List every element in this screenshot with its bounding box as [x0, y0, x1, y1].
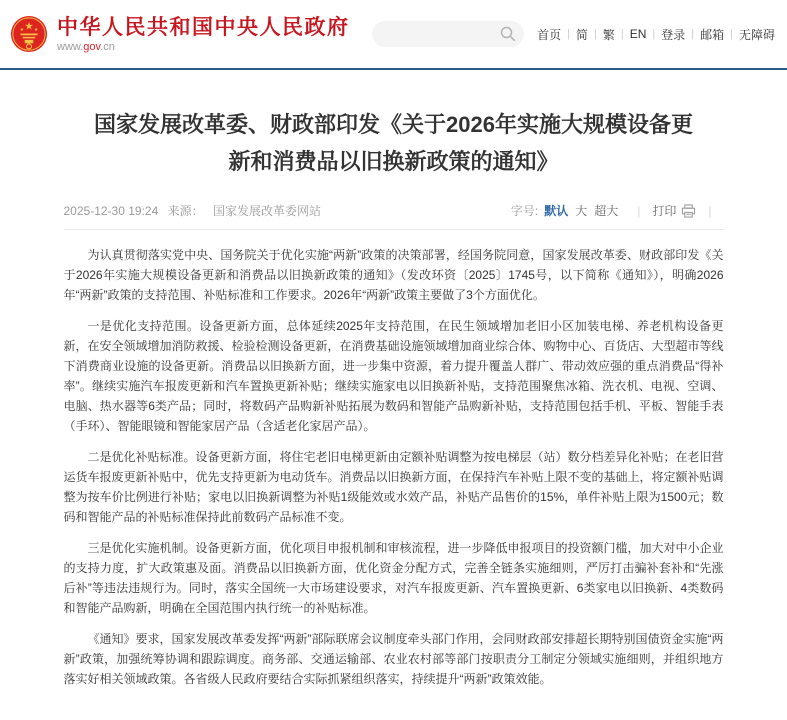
site-logo[interactable]	[10, 15, 350, 53]
printer-icon	[681, 204, 696, 218]
article-title: 国家发展改革委、财政部印发《关于2026年实施大规模设备更新和消费品以旧换新政策的通知》	[94, 112, 693, 174]
top-nav	[537, 26, 775, 43]
nav-english[interactable]: EN	[629, 27, 647, 41]
nav-separator: |	[593, 28, 597, 40]
article-paragraph: 为认真贯彻落实党中央、国务院关于优化实施“两新”政策的决策部署，经国务院同意，国家发展改革委、财政部印发《关于2026年实施大规模设备更新和消费品以旧换新政策的通知》（发改环资〔2025〕1745号，以下简称《通知》），明确2026年“两新”政策的支持范围、补贴标准和工作要求。2026年“两新”政策主要做了3个方面优化。	[63, 248, 724, 302]
source-value: 国家发展改革委网站	[212, 204, 321, 218]
nav-home[interactable]: 首页	[537, 27, 562, 42]
font-size-xlarge-button[interactable]: 超大	[594, 204, 619, 218]
meta-separator: |	[708, 203, 712, 218]
meta-divider	[64, 229, 724, 230]
font-size-label: 字号:	[510, 204, 539, 218]
article-meta-row	[64, 202, 724, 219]
article-paragraph: 三是优化实施机制。设备更新方面，优化项目申报机制和审核流程，进一步降低申报项目的投资额门槛，加大对中小企业的支持力度，扩大政策惠及面。消费品以旧换新方面，优化资金分配方式，完善全链条实施细则，严厉打击骗补套补和“先涨后补”等违法违规行为。同时，落实全国统一大市场建设要求，对汽车报废更新、汽车置换更新、6类家电以旧换新、4类数码和智能产品购新，明确在全国范围内执行统一的补贴标准。	[63, 541, 724, 615]
article-paragraph: 二是优化补贴标准。设备更新方面，将住宅老旧电梯更新由定额补贴调整为按电梯层（站）数分档差异化补贴；在老旧营运货车报废更新补贴中，优先支持更新为电动货车。消费品以旧换新方面，在保持汽车补贴上限不变的基础上，将定额补贴调整为按车价比例进行补贴；家电以旧换新调整为补贴1级能效或水效产品，补贴产品售价的15%，单件补贴上限为1500元；数码和智能产品的补贴标准保持此前数码产品标准不变。	[63, 450, 724, 524]
nav-traditional[interactable]: 繁	[602, 27, 615, 42]
source-label: 来源：	[167, 204, 204, 218]
national-emblem-icon	[10, 15, 48, 53]
meta-separator: |	[637, 203, 641, 218]
nav-accessibility[interactable]: 无障碍	[738, 27, 775, 42]
nav-login[interactable]: 登录	[661, 27, 686, 42]
article-body	[64, 245, 724, 689]
site-title: 中华人民共和国中央人民政府	[57, 15, 350, 39]
article-meta-left	[64, 202, 327, 219]
svg-text:★: ★	[19, 28, 25, 34]
article-paragraph: 一是优化支持范围。设备更新方面，总体延续2025年支持范围，在民生领域增加老旧小区加装电梯、养老机构设备更新，在安全领域增加消防救援、检验检测设备更新，在消费基础设施领域增加商业综合体、购物中心、百货店、大型超市等线下消费商业设施的设备更新。消费品以旧换新方面，进一步集中资源，着力提升覆盖人群广、带动效应强的重点消费品“得补率”。继续实施汽车报废更新和汽车置换更新补贴；继续实施家电以旧换新补贴，支持范围聚焦冰箱、洗衣机、电视、空调、电脑、热水器等6类产品；同时，将数码产品购新补贴拓展为数码和智能产品购新补贴，支持范围包括手机、平板、智能手表（手环）、智能眼镜和智能家居产品（含适老化家居产品）。	[63, 319, 724, 433]
search-input[interactable]	[384, 26, 500, 42]
print-label: 打印	[652, 204, 677, 218]
article-container	[64, 106, 724, 689]
nav-simplified[interactable]: 简	[575, 27, 588, 42]
font-size-large-button[interactable]: 大	[575, 204, 588, 218]
article-meta-right	[511, 202, 724, 219]
nav-separator: |	[730, 28, 733, 40]
nav-separator: |	[567, 28, 570, 40]
search-box[interactable]	[372, 21, 524, 47]
nav-separator: |	[691, 28, 695, 40]
article-paragraph: 《通知》要求，国家发展改革委发挥“两新”部际联席会议制度牵头部门作用，会同财政部安排超长期特别国债资金实施“两新”政策，加强统筹协调和跟踪调度。商务部、交通运输部、农业农村部等部门按职责分工制定分领域实施细则，并组织地方落实好相关领域政策。各省级人民政府要结合实际抓紧组织落实，持续提升“两新”政策效能。	[63, 632, 724, 686]
nav-separator: |	[652, 28, 656, 40]
svg-text:★: ★	[33, 28, 39, 34]
font-size-default-button[interactable]: 默认	[544, 204, 569, 218]
nav-separator: |	[620, 28, 624, 40]
print-button[interactable]	[652, 202, 696, 219]
publish-date: 2025-12-30 19:24	[63, 204, 159, 218]
site-url: www.gov.cn	[57, 40, 115, 53]
svg-text:★: ★	[24, 20, 34, 33]
search-icon[interactable]	[500, 26, 516, 42]
site-header	[0, 0, 787, 70]
nav-mail[interactable]: 邮箱	[700, 27, 725, 42]
